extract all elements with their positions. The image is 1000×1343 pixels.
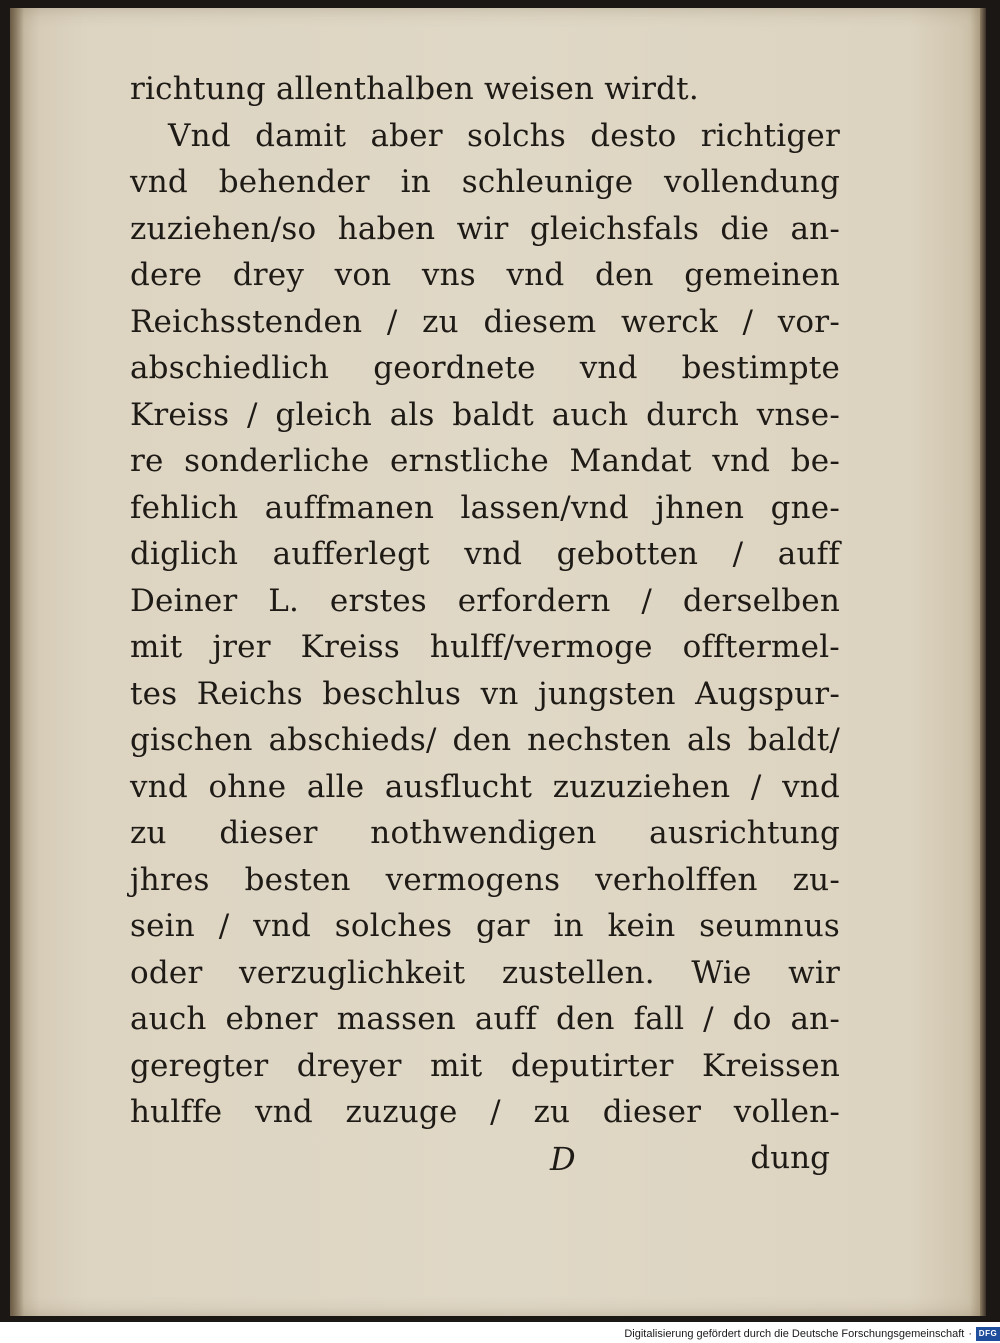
signature-mark: D [550, 1140, 576, 1178]
text-line: Kreiss / gleich als baldt auch durch vnse- [130, 396, 840, 433]
page-gutter [10, 8, 24, 1316]
footer-separator: · [968, 1328, 972, 1340]
text-line: sein / vnd solches gar in kein seumnus [130, 908, 840, 944]
text-line: zu dieser nothwendigen ausrichtung [130, 815, 840, 851]
text-line: auch ebner massen auff den fall / do an- [130, 1001, 840, 1037]
text-line: geregter dreyer mit deputirter Kreissen [130, 1047, 840, 1084]
text-line: diglich aufferlegt vnd gebotten / auff [130, 536, 840, 572]
text-line: vnd ohne alle ausflucht zuzuziehen / vnd [130, 768, 840, 805]
page-foot [550, 1140, 830, 1190]
page-edge [980, 8, 986, 1316]
text-line: richtung allenthalben weisen wirdt. [130, 71, 699, 107]
text-line: zuziehen/so haben wir gleichsfals die an- [130, 210, 840, 247]
text-line: tes Reichs beschlus vn jungsten Augspur- [130, 675, 840, 712]
text-line: oder verzuglichkeit zustellen. Wie wir [130, 954, 840, 991]
text-line: dere drey von vns vnd den gemeinen [130, 257, 840, 293]
text-line: Reichsstenden / zu diesem werck / vor- [130, 303, 840, 340]
text-line: vnd behender in schleunige vollendung [130, 164, 840, 200]
catchword: dung [750, 1140, 830, 1176]
footer-credit: Digitalisierung gefördert durch die Deutsche Forschungsgemeinschaft [624, 1328, 965, 1340]
text-line: Vnd damit aber solchs desto richtiger [168, 117, 840, 154]
text-line: fehlich auffmanen lassen/vnd jhnen gne- [130, 489, 840, 526]
text-line: Deiner L. erstes erfordern / derselben [130, 582, 840, 619]
text-line: mit jrer Kreiss hulff/vermoge offtermel- [130, 629, 840, 665]
text-line: jhres besten vermogens verholffen zu- [130, 861, 840, 898]
book-page [10, 8, 980, 1316]
dfg-logo-icon: DFG [976, 1327, 1000, 1341]
text-line: gischen abschieds/ den nechsten als baldt/ [130, 722, 840, 758]
text-line: re sonderliche ernstliche Mandat vnd be- [130, 443, 840, 479]
text-block [130, 66, 840, 1136]
text-line: hulffe vnd zuzuge / zu dieser vollen- [130, 1094, 840, 1130]
digitization-footer [624, 1325, 1000, 1343]
text-line: abschiedlich geordnete vnd bestimpte [130, 350, 840, 386]
